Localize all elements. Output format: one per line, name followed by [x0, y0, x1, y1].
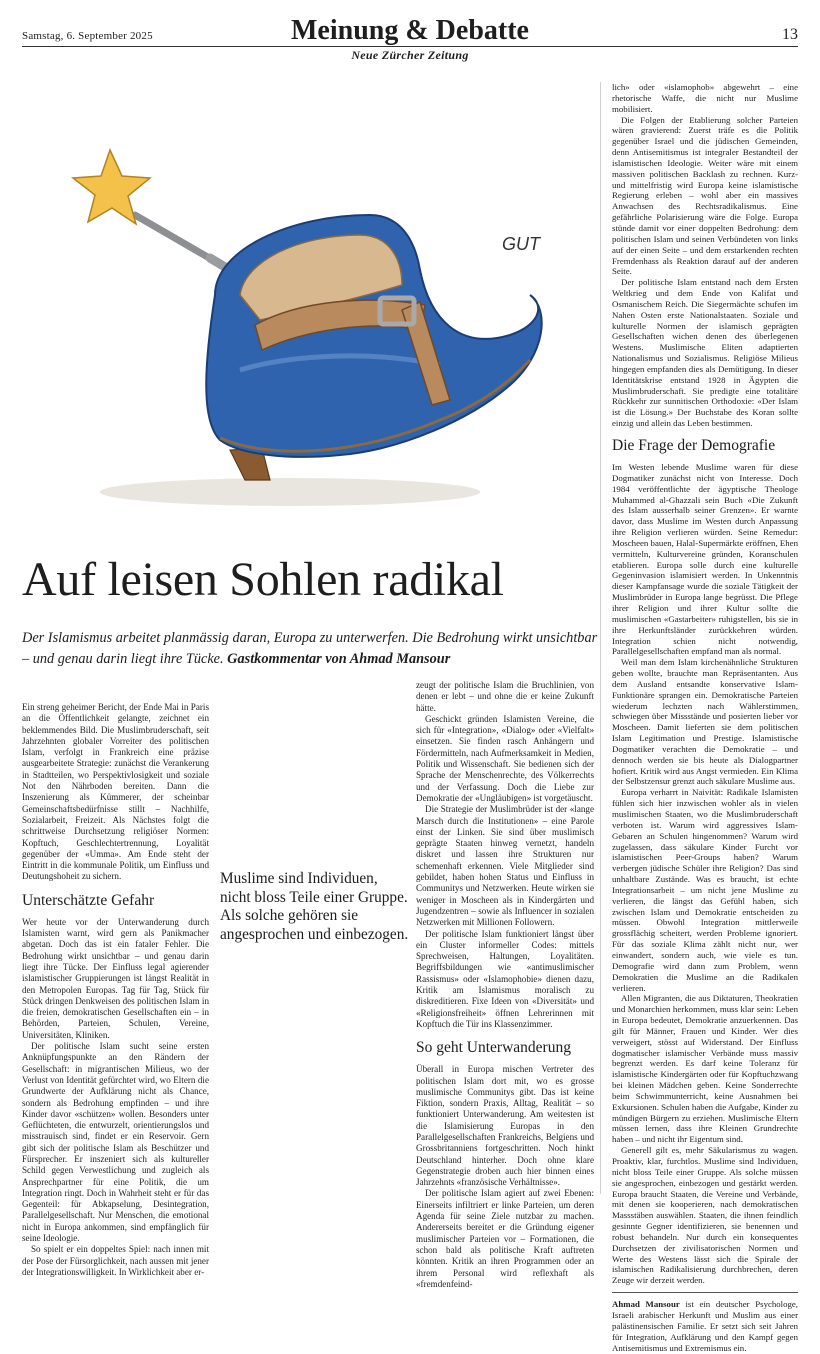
issue-date: Samstag, 6. September 2025 — [22, 30, 153, 42]
dek-text: Der Islamismus arbeitet planmässig daran, Europa zu unterwerfen. Die Bedrohung wirkt unsichtbar – und genau darin liegt ihre Tücke. — [22, 630, 598, 667]
paragraph: Allen Migranten, die aus Diktaturen, Theokratien und Monarchien herkommen, muss klar sein: Leben in Europa bedeutet, Demokratie anzuerkennen. Das gilt für Männer, Frauen und Kinder. Wer dies verweigert, stösst auf Widerstand. Der Einfluss dogmatischer islamischer Verbände muss massiv begrenzt werden. Es darf keine Toleranz für islamistische Kindergärten oder für Kopftuchzwang bei kleinen Mädchen geben. Keine Sonderrechte beim Schwimmunterricht, keine Ausnahmen bei Exkursionen. Schulen haben die Aufgabe, Kinder zu mündigen Bürgern zu erziehen. Muslimische Eltern müssen lernen, dass ihre Kleinen Grundrechte haben – und nicht ihr Eigentum sind. — [612, 993, 798, 1145]
section-title: Meinung & Debatte — [291, 15, 529, 46]
paragraph: Der politische Islam entstand nach dem Ersten Weltkrieg und dem Ende von Kalifat und Osmanischem Reich. Die Siegermächte schufen im Nahen Osten erste Nationalstaaten. Soziale und kulturelle Normen der islamisch geprägten Gesellschaften wichen denen des überlegenen Westens. Muslimische Eliten adaptierten Nationalismus und Sozialismus. Religiöse Milieus hingegen empfanden dies als Demütigung. In dieser Identitätskrise entstand 1928 in Ägypten die Muslimbruderschaft. Sie predigte eine totalitäre Rückkehr zur sunnitischen Orthodoxie: «Der Islam ist die Lösung.» Der Buchstabe des Koran sollte einzig und allein das Leben bestimmen. — [612, 277, 798, 429]
bio-divider — [612, 1292, 798, 1293]
paragraph: Europa verharrt in Naivität: Radikale Islamisten fühlen sich hier inzwischen wohler als in vielen muslimischen Staaten, wo die Muslimbruderschaft verboten ist. Warum wird aggressives Islam-Gebaren an Schulen hingenommen? Warum wird zugelassen, dass säkulare Kinder Furcht vor islamistischen Peer-Groups haben? Warum verbergen jüdische Schüler ihre Religion? Das sind unhaltbare Zustände. Was es braucht, ist echte Integrationsarbeit – um nicht jene Muslime zu verlieren, die längst das Gefühl haben, sich zwischen Islam und Demokratie entscheiden zu müssen. Obwohl Integration mittlerweile grossflächig scheitert, werden Probleme ignoriert. Für das soziale Klima zählt nicht nur, wer einwandert, sondern auch, wie viele es tun. Demografie wird dann zum Problem, wenn Demokratien die Muslime an die Radikalen verlieren. — [612, 787, 798, 993]
shoe-illustration — [40, 120, 560, 520]
paragraph: Ein streng geheimer Bericht, der Ende Mai in Paris an die Öffentlichkeit gelangte, zeichnet ein beklemmendes Bild. Die Muslimbruderschaft, seit Jahrzehnten globaler Vorreiter des politischen Islam, verfolgt in Frankreich eine präzise ausgearbeitete Strategie: zunächst die Verankerung in Stadtteilen, wo Perspektivlosigkeit und soziale Not den Nährboden bereiten. Dann die Inszenierung als Kümmerer, der scheinbar Gemeinschaftsbedürfnisse stillt – Nachhilfe, Sozialarbeit, Freizeit. Als Nächstes folgt die schrittweise Durchsetzung religiöser Normen: Kopftuch, Geschlechtertrennung, Loyalität gegenüber der «Umma». Am Ende steht der Eintritt in die kommunale Politik, um Einfluss und Deutungshoheit zu sichern. — [22, 702, 209, 882]
subheading: Unterschätzte Gefahr — [22, 891, 155, 909]
subheading: So geht Unterwanderung — [416, 1039, 571, 1057]
article-dek — [22, 628, 607, 669]
paragraph: Im Westen lebende Muslime waren für diese Dogmatiker zunächst nicht von Interesse. Doch 1984 veröffentlichte der ägyptische Theologe Muhammed al-Ghazzali sein Buch «Die Zukunft des Islam ausserhalb seiner Grenzen». Er warnte davor, dass Muslime im Westen durch Anpassung ihre Religion verlieren würden. Seine Remedur: Moscheen bauen, Halal-Supermärkte eröffnen, Ehen vermitteln, Kulturvereine gründen, Koranschulen etablieren. Europa solle durch eine kulturelle Gegeninvasion islamisiert werden. In Unkenntnis dieser Kampfansage wurde die soziale Tätigkeit der Muslimbrüder in Europa lange begrüsst. Die Pflege ihrer Religion und ihrer Kultur sollte die muslimischen «Gastarbeiter» ruhigstellen, bis sie in ihre Herkunftsländer zurückkehren würden. Integration schien nicht notwendig, Parallelgesellschaften empfand man als normal. — [612, 462, 798, 657]
paragraph: Die Strategie der Muslimbrüder ist der «lange Marsch durch die Institutionen» – eine Parole einst der Linken. Sie sind über muslimisch geprägte Staaten hinweg vernetzt, handeln diskret und lassen ihre Strukturen nur schemenhaft erkennen. Viele Mitglieder sind gebildet, haben hohen Status und Einfluss in Communitys und Netzwerken. Heute wirken sie weniger in Moscheen als in Kindergärten und Jugendzentren – sowie als Influencer in sozialen Netzwerken mit Millionen Followern. — [416, 804, 594, 928]
article-column-4 — [612, 82, 799, 1354]
article-column-1 — [22, 702, 209, 1277]
paragraph: Geschickt gründen Islamisten Vereine, die sich für «Integration», «Dialog» oder «Vielfalt» einsetzen. Sie finden rasch Anhängern und Fördermitteln, nach Aufmerksamkeit in Medien, Politik und Wissenschaft. Sie bedienen sich der Sprache der Menschenrechte, des Völkerrechts und der Verfassung. Doch die Liebe zur Demokratie der «Ungläubigen» ist vorgetäuscht. — [416, 713, 594, 803]
illustration — [40, 120, 560, 520]
headline: Auf leisen Sohlen radikal — [22, 553, 504, 606]
paragraph: Generell gilt es, mehr Säkularismus zu wagen. Proaktiv, klar, furchtlos. Muslime sind Individuen, nicht bloss Teile einer Gruppe. Als solche müssen sie angesprochen, einbezogen und gestärkt werden. Europa braucht Staaten, die Vereine und Verbände, mit denen sie kooperieren, nach demokratischen Massstäben auswählen. Staaten, die ihnen feindlich gesinnte Gegner identifizieren, sie benennen und robust behandeln. Nur durch ein konsequentes Durchsetzen der zivilisatorischen Normen und Werte des Westens lässt sich die Spirale der islamischen Radikalisierung durchbrechen, deren Zeuge wir derzeit werden. — [612, 1145, 798, 1286]
paragraph: Der politische Islam funktioniert längst über ein Cluster informeller Codes: mittels Sprechweisen, Haltungen, Loyalitäten. Begriffsbildungen wie «antimuslimischer Rassismus» oder «Islamophobie» dienen dazu, Kritik am Islamismus moralisch zu diskreditieren. Fixe Ideen von «Diversität» und «Religionsfreiheit» öffnen Lehrerinnen mit Kopftuch die Tür ins Klassenzimmer. — [416, 928, 594, 1029]
pull-quote: Muslime sind Individuen, nicht bloss Teile einer Gruppe. Als solche gehören sie angesprochen und einbezogen. — [220, 870, 409, 943]
page-number: 13 — [782, 26, 798, 43]
author-bio — [612, 1299, 798, 1354]
paragraph: So spielt er ein doppeltes Spiel: nach innen mit der Pose der Fürsorglichkeit, nach aussen mit jener der Integrationswilligkeit. In Wirklichkeit aber er- — [22, 1244, 209, 1277]
subheading: Die Frage der Demografie — [612, 437, 776, 454]
author-bio-text: ist ein deutscher Psychologe, Israeli arabischer Herkunft und Muslim aus einer palästinensischen Familie. Er setzt sich seit Jahren für Integration, Aufklärung und den Kampf gegen Antisemitismus und Extremismus ein. — [612, 1299, 799, 1354]
masthead — [230, 16, 590, 63]
column-divider — [600, 82, 601, 1194]
dek-byline: Gastkommentar von Ahmad Mansour — [227, 650, 451, 667]
header-rule — [22, 46, 798, 47]
paragraph: lich» oder «islamophob» abgewehrt – eine rhetorische Waffe, die nicht nur Muslime mobilisiert. — [612, 82, 798, 114]
paragraph: Überall in Europa mischen Vertreter des politischen Islam dort mit, wo es grosse muslimische Communitys gibt. Das ist keine Fiktion, sondern Praxis, Alltag, Realität – so funktioniert Unterwanderung. Am weitesten ist die Islamisierung Europas in den Parallelgesellschaften Frankreichs, Belgiens und Grossbritanniens fortgeschritten. Noch hinkt Deutschland hinterher. Doch ohne klare Gegenstrategie droben auch hier binnen eines Jahrzehnts «französische Verhältnisse». — [416, 1064, 594, 1188]
article-column-3 — [416, 680, 594, 1289]
paragraph: Wer heute vor der Unterwanderung durch Islamisten warnt, wird gern als Panikmacher abgetan. Doch das ist ein fataler Fehler. Die Bedrohung wirkt unsichtbar – und genau darin liegt ihre Tücke. Der Einfluss legal agierender islamistischer Gruppierungen ist längst Realität in den Metropolen Europas. Tag für Tag, Stück für Stück dringen Denkweisen des politischen Islam in die freien, demokratischen Gesellschaften ein – in Behörden, Parteien, Schulen, Vereine, Universitäten, Kliniken. — [22, 916, 209, 1040]
paragraph: Weil man dem Islam kirchenähnliche Strukturen geben wollte, brauchte man Repräsentanten. Aus dem Ausland entsandte konservative Islam-Funktionäre sprangen ein. Demokratische Parteien wiederum lechzten nach Wählerstimmen, schwiegen über Missstände und posierten lieber vor Moscheen. Damit lieferten sie dem politischen Islam Legitimation und Prestige. Islamistische Dogmatiker verachten die Demokratie – und dennoch werden sie bis heute als Dialogpartner hofiert. Kritik wird aus Angst vermieden. Ein Klima der Selbstzensur grenzt auch säkulare Muslime aus. — [612, 657, 798, 787]
newspaper-name: Neue Zürcher Zeitung — [351, 48, 469, 62]
author-name: Ahmad Mansour — [612, 1299, 680, 1310]
paragraph: Die Folgen der Etablierung solcher Parteien wären gravierend: Zuerst träfe es die Politik gegenüber Israel und die jüdischen Gemeinden, denn Antisemitismus ist integraler Bestandteil der islamistischen Ideologie. Weiter wäre mit einem massiven politischen Backlash zu rechnen. Kurz- und mittelfristig wird Europa keine islamistische Regierung erleben – wohl aber ein massives Anwachsen des Rechtsradikalismus. Eine gefährliche Polarisierung wäre die Folge. Europa stünde damit vor einer doppelten Bedrohung: dem politischen Islam und seinen Verbündeten von links auf der einen Seite – und dem erstarkenden rechten Fremdenhass als Reaktion darauf auf der anderen Seite. — [612, 114, 798, 277]
illustrator-signature: GUT — [502, 234, 540, 254]
paragraph: zeugt der politische Islam die Bruchlinien, von denen er lebt – und ohne die er keine Zukunft hätte. — [416, 680, 594, 713]
paragraph: Der politische Islam agiert auf zwei Ebenen: Einerseits infiltriert er linke Parteien, um deren Agenda für seine Ziele nutzbar zu machen. Andererseits bereitet er die Gründung eigener muslimischer Parteien vor – Formationen, die schon bald als politische Kraft auftreten könnten. Kritik an ihren Programmen oder an ihrem Personal wird reflexhaft als «fremdenfeind- — [416, 1188, 594, 1289]
paragraph: Der politische Islam sucht seine ersten Anknüpfungspunkte an den Rändern der Gesellschaft: in migrantischen Milieus, wo der Verlust von Identität gefürchtet wird, wo Eltern die Grundwerte der Aufklärung nicht als Chance, sondern als Bedrohung empfinden – und ihre Kinder davor «schützen» wollen. Besonders unter Geflüchteten, die entwurzelt, orientierungslos und misstrauisch sind, findet er ein Reservoir. Gern gibt sich der politische Islam als Beschützer und Fürsprecher. Er inszeniert sich als kultureller Schild gegen Verwestlichung und zugleich als Ansprechpartner für eine Politik, die um Integration ringt. Doch in Wahrheit steht er für das Gegenteil: für Abkapselung, Desintegration, Parallelgesellschaft. Nur Menschen, die emotional nicht in Europa ankommen, sind empfänglich für seine Ideologie. — [22, 1041, 209, 1244]
